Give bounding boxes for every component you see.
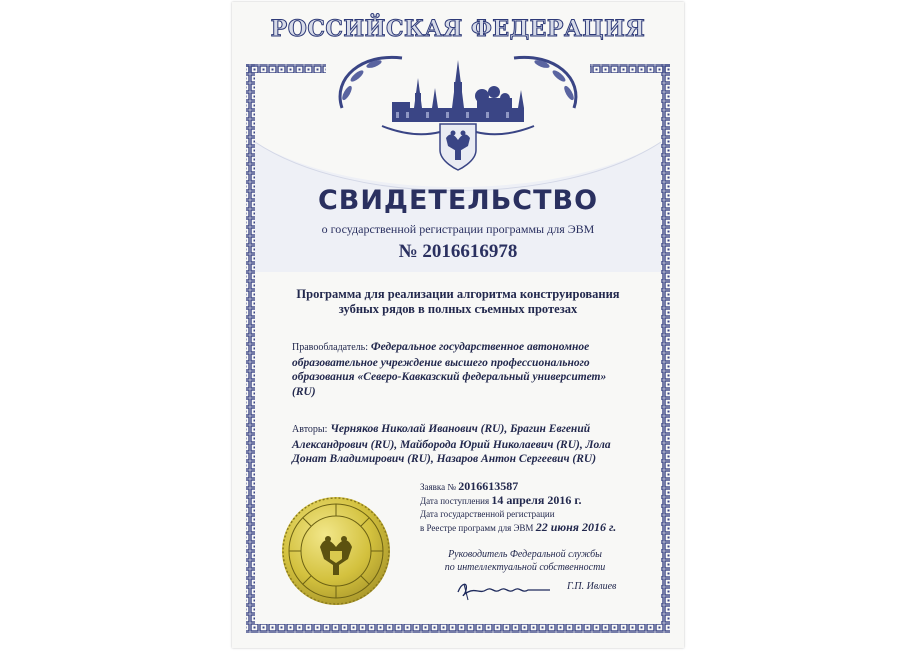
- certificate-number: № 2016616978: [398, 241, 518, 262]
- application-number: 2016613587: [458, 479, 519, 493]
- certificate-sheet: [232, 2, 684, 648]
- receipt-date: 14 апреля 2016 г.: [491, 493, 582, 507]
- certificate-title: СВИДЕТЕЛЬСТВО: [317, 185, 599, 216]
- signer-title-line1: Руководитель Федеральной службы: [448, 549, 602, 560]
- rights-holder-label: Правообладатель:: [292, 342, 368, 353]
- registration-date: 22 июня 2016 г.: [535, 520, 617, 534]
- rights-holder-value: Федеральное государственное автономное образовательное учреждение высшего профессионального образования «Северо-Кавказский федеральный университет» (RU): [292, 341, 607, 398]
- program-name-line1: Программа для реализации алгоритма конструирования: [296, 287, 620, 301]
- signer-title-line2: по интеллектуальной собственности: [444, 562, 606, 573]
- signer-title: [420, 548, 630, 574]
- application-label: Заявка №: [420, 482, 456, 492]
- gold-seal-icon: [280, 495, 392, 607]
- authors-value: Черняков Николай Иванович (RU), Брагин Евгений Александрович (RU), Майборода Юрий Николаевич (RU), Лола Донат Владимирович (RU), Назаров Антон Сергеевич (RU): [292, 423, 611, 465]
- country-header: РОССИЙСКАЯ ФЕДЕРАЦИЯ: [270, 16, 646, 42]
- receipt-label: Дата поступления: [420, 496, 490, 506]
- authors: [292, 422, 637, 467]
- registration-details: [420, 480, 670, 535]
- signer-name: Г.П. Ивлиев: [567, 581, 617, 592]
- receipt-line: [420, 494, 670, 508]
- kremlin-emblem-icon: [322, 38, 594, 178]
- registration-label-line2: в Реестре программ для ЭВМ: [420, 523, 534, 533]
- rights-holder: [292, 340, 632, 399]
- authors-label: Авторы:: [292, 424, 328, 435]
- certificate-subtitle: о государственной регистрации программы для ЭВМ: [321, 222, 595, 236]
- program-name-line2: зубных рядов в полных съемных протезах: [338, 302, 578, 316]
- signature-icon: [454, 578, 554, 602]
- application-line: [420, 480, 670, 494]
- program-name: [272, 287, 644, 317]
- registration-label-line1: Дата государственной регистрации: [420, 509, 555, 519]
- registration-line: [420, 521, 670, 535]
